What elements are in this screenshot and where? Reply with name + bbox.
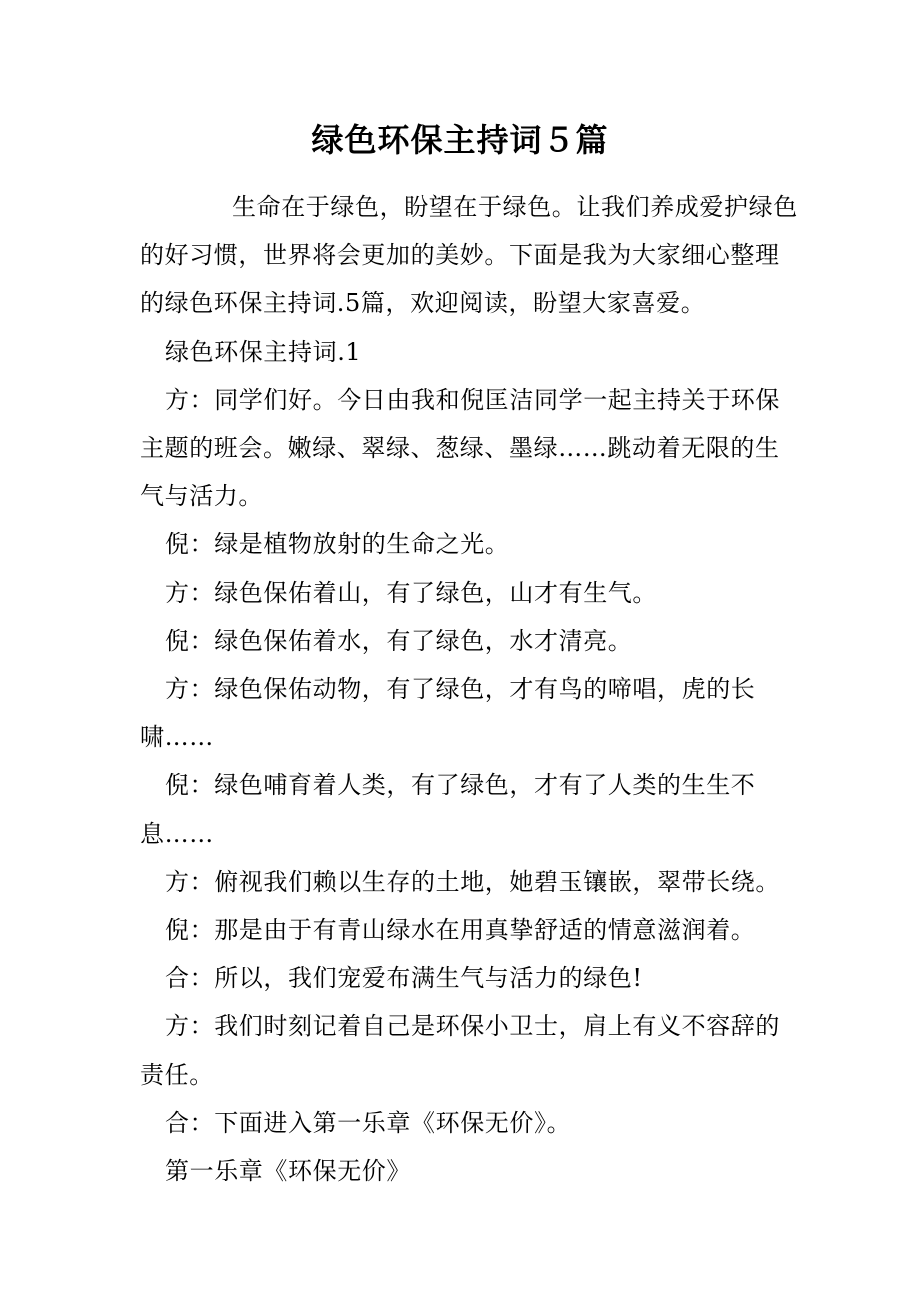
dialogue-line: 倪：绿色哺育着人类，有了绿色，才有了人类的生生不息……: [140, 771, 756, 848]
dialogue-line: 合：所以，我们宠爱布满生气与活力的绿色!: [165, 964, 643, 993]
dialogue-line: 方：俯视我们赖以生存的土地，她碧玉镶嵌，翠带长绕。: [165, 867, 780, 896]
document-body: [140, 183, 800, 1195]
chapter-heading: 第一乐章《环保无价》: [165, 1157, 411, 1186]
document-title: 绿色环保主持词５篇: [311, 121, 609, 159]
section-heading: 绿色环保主持词.1: [165, 337, 362, 366]
intro-paragraph: 生命在于绿色，盼望在于绿色。让我们养成爱护绿色的好习惯，世界将会更加的美妙。下面是我为大家细心整理的绿色环保主持词.5篇，欢迎阅读，盼望大家喜爱。: [140, 193, 798, 318]
dialogue-line: 倪：绿是植物放射的生命之光。: [165, 530, 510, 559]
dialogue-line: 合：下面进入第一乐章《环保无价》。: [165, 1108, 572, 1137]
dialogue-line: 方：我们时刻记着自己是环保小卫士，肩上有义不容辞的责任。: [140, 1012, 780, 1089]
dialogue-line: 倪：绿色保佑着水，有了绿色，水才清亮。: [165, 626, 633, 655]
dialogue-line: 方：绿色保佑着山，有了绿色，山才有生气。: [165, 578, 657, 607]
dialogue-line: 倪：那是由于有青山绿水在用真挚舒适的情意滋润着。: [165, 916, 756, 945]
dialogue-line: 方：同学们好。今日由我和倪匡洁同学一起主持关于环保主题的班会。嫩绿、翠绿、葱绿、墨绿……跳动着无限的生气与活力。: [140, 385, 780, 511]
dialogue-line: 方：绿色保佑动物，有了绿色，才有鸟的啼唱，虎的长啸……: [140, 675, 756, 752]
